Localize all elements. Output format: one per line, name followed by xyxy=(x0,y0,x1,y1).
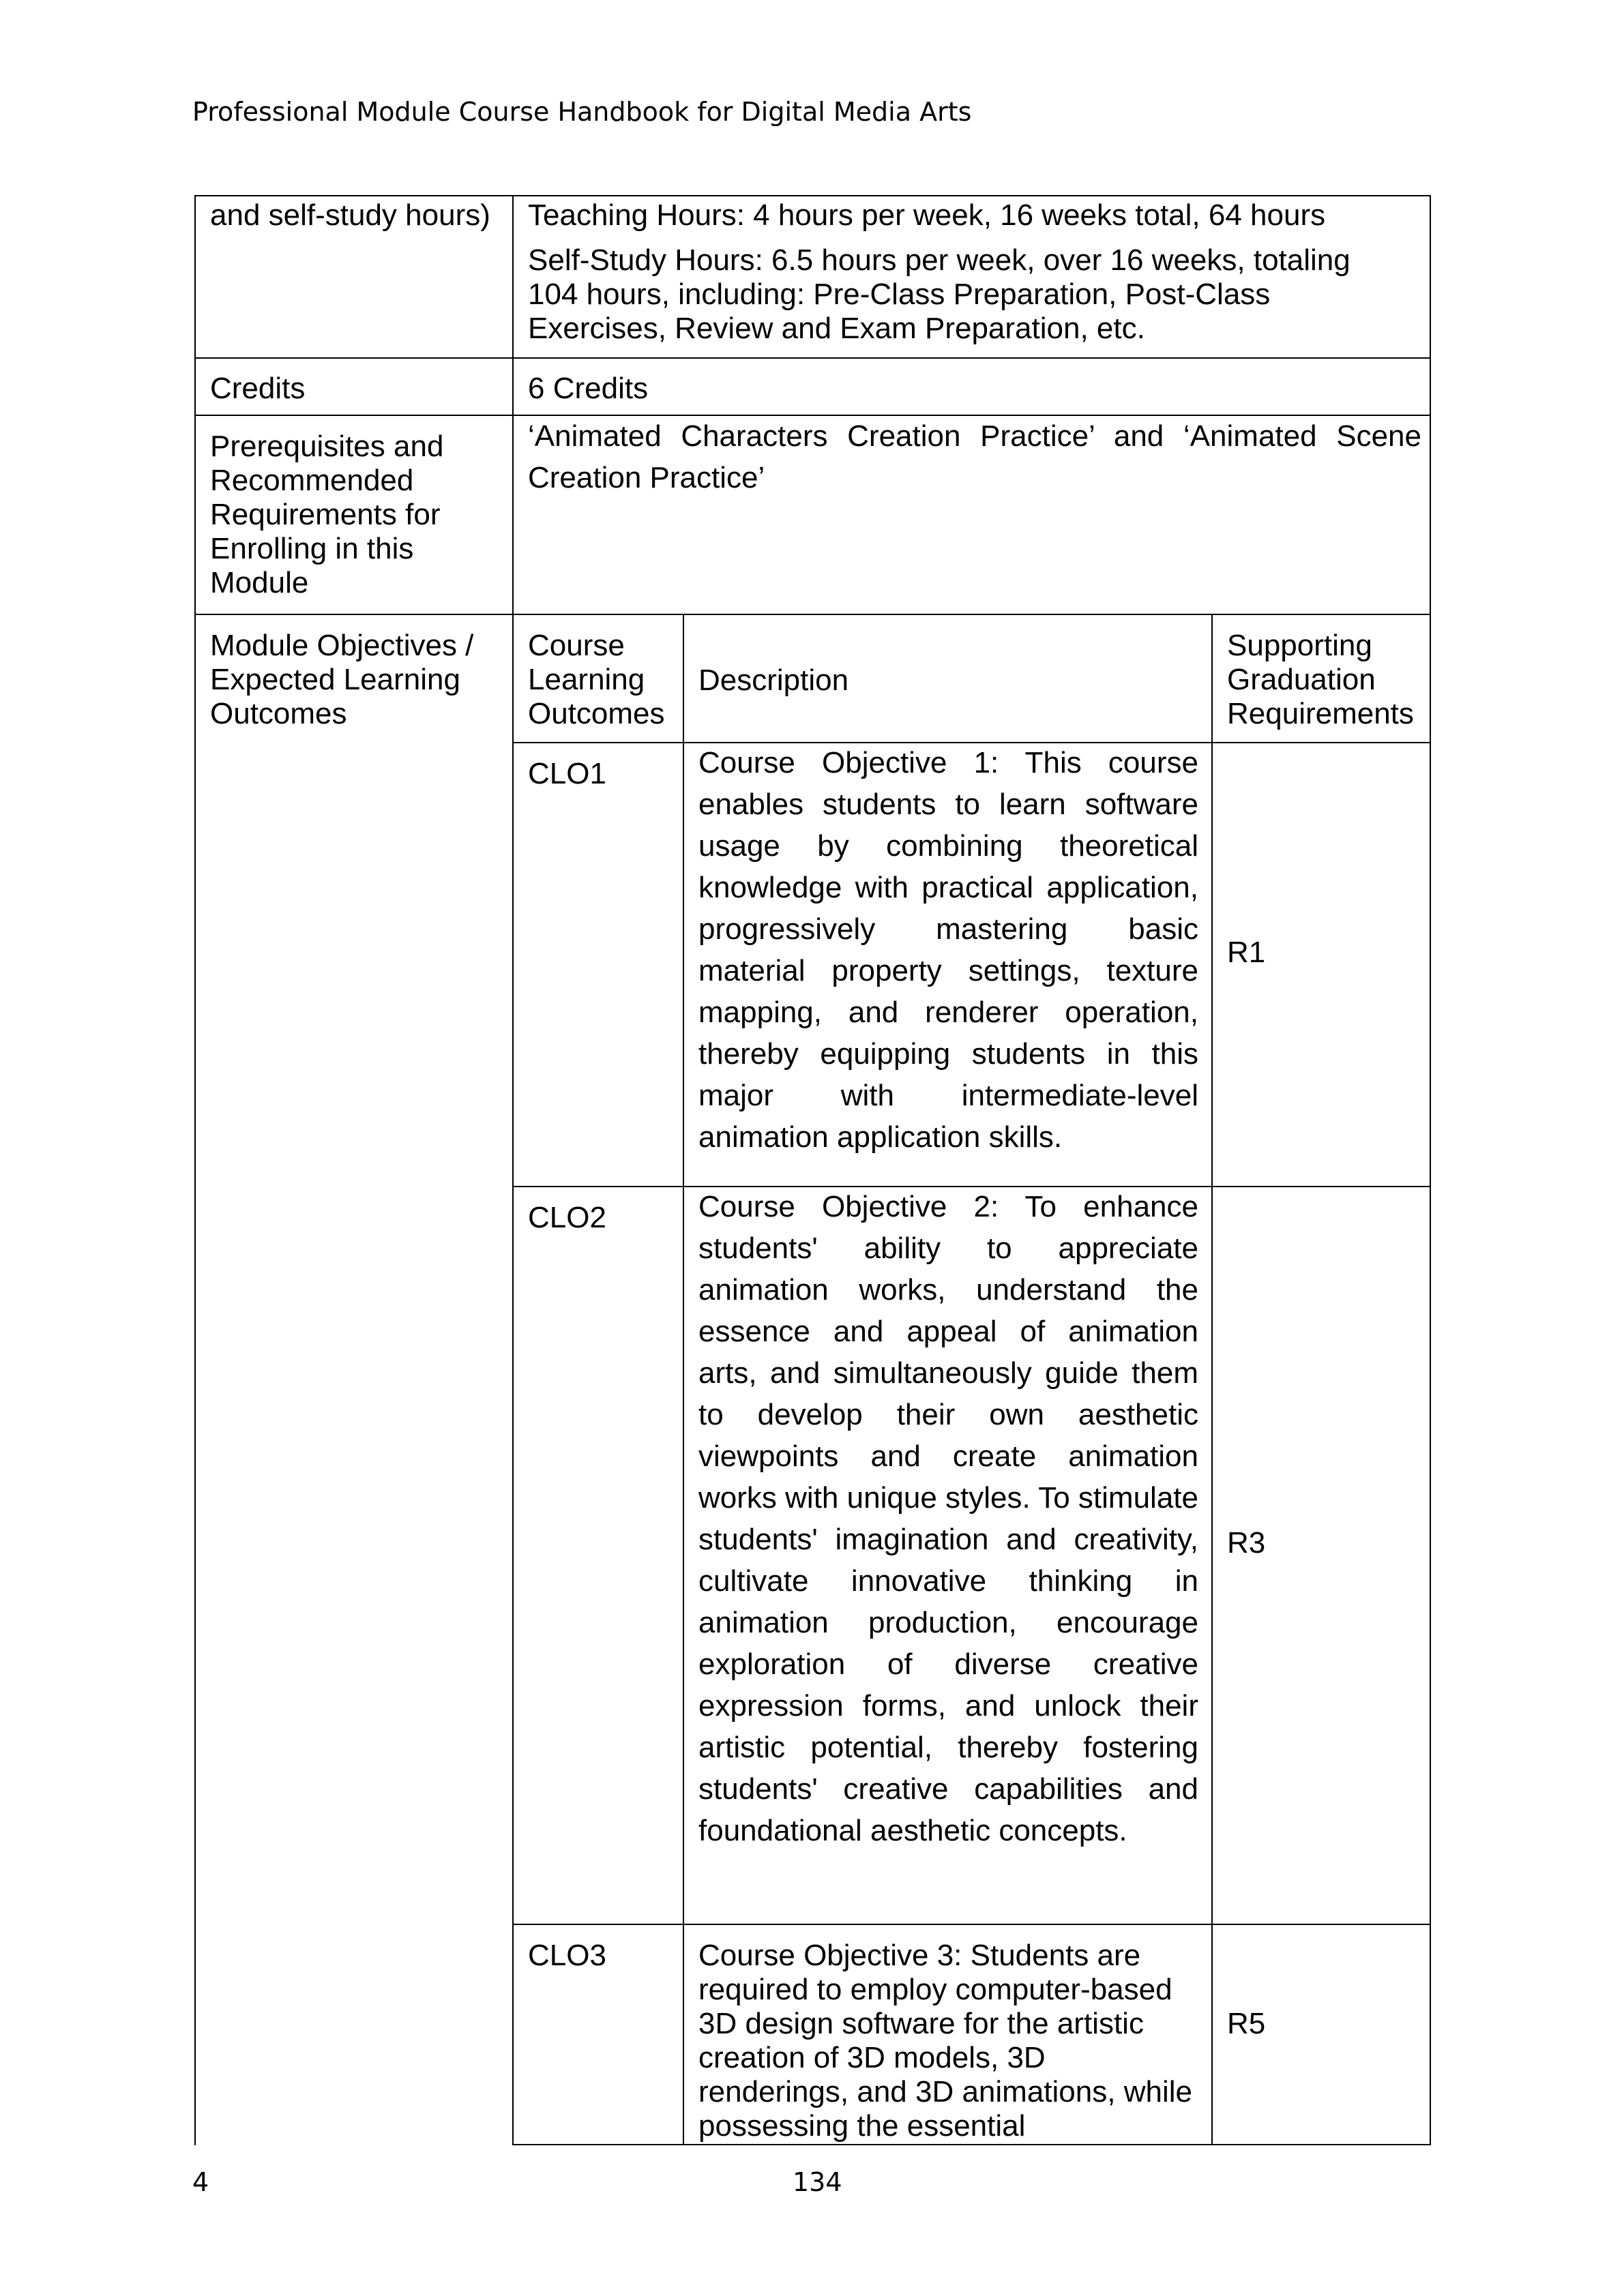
credits-value: 6 Credits xyxy=(528,372,649,405)
prerequisites-label: Prerequisites and Recommended Requirements for Enrolling in this Module xyxy=(210,430,444,599)
footer-left-number: 4 xyxy=(192,2167,209,2197)
teaching-hours-text: Teaching Hours: 4 hours per week, 16 weeks total, 64 hours xyxy=(528,198,1326,232)
clo3-requirement: R5 xyxy=(1227,2007,1266,2040)
clo2-description: Course Objective 2: To enhance students' ability to appreciate animation works, understand the essence and appeal of animation arts, and simultaneously guide them to develop their own aesthetic viewpoints and create animation works with unique styles. To stimulate students' imagination and creativity, cultivate innovative thinking in animation production, encourage exploration of diverse creative expression forms, and unlock their artistic potential, thereby fostering students' creative capabilities and foundational aesthetic concepts. xyxy=(698,1190,1198,1847)
clo2-code: CLO2 xyxy=(528,1201,606,1234)
clo3-description-clip xyxy=(698,1939,1203,2143)
clo1-requirement: R1 xyxy=(1227,936,1266,969)
col-header-description: Description xyxy=(698,664,849,697)
running-header: Professional Module Course Handbook for Digital Media Arts xyxy=(192,97,972,127)
self-study-hours-text: Self-Study Hours: 6.5 hours per week, over 16 weeks, totaling 104 hours, including: Pre-Class Preparation, Post-Class Exercises, Review and Exam Preparation, etc. xyxy=(528,243,1350,345)
objectives-label: Module Objectives / Expected Learning Outcomes xyxy=(210,629,474,730)
clo3-code: CLO3 xyxy=(528,1939,606,1972)
credits-label: Credits xyxy=(210,372,306,405)
prerequisites-value: ‘Animated Characters Creation Practice’ and ‘Animated Scene Creation Practice’ xyxy=(528,419,1421,494)
clo3-description: Course Objective 3: Students are required to employ computer-based 3D design software for the artistic creation of 3D models, 3D renderings, and 3D animations, while possessing the essential xyxy=(698,1939,1192,2143)
footer-page-number: 134 xyxy=(793,2167,842,2197)
col-header-requirements: Supporting Graduation Requirements xyxy=(1227,629,1414,730)
clo1-code: CLO1 xyxy=(528,757,606,790)
workload-label: and self-study hours) xyxy=(210,198,490,232)
col-header-clo: Course Learning Outcomes xyxy=(528,629,665,730)
clo1-description: Course Objective 1: This course enables students to learn software usage by combining theoretical knowledge with practical application, progressively mastering basic material property settings, texture mapping, and renderer operation, thereby equipping students in this major with intermediate-level animation application skills. xyxy=(698,746,1198,1154)
clo2-requirement: R3 xyxy=(1227,1526,1266,1560)
